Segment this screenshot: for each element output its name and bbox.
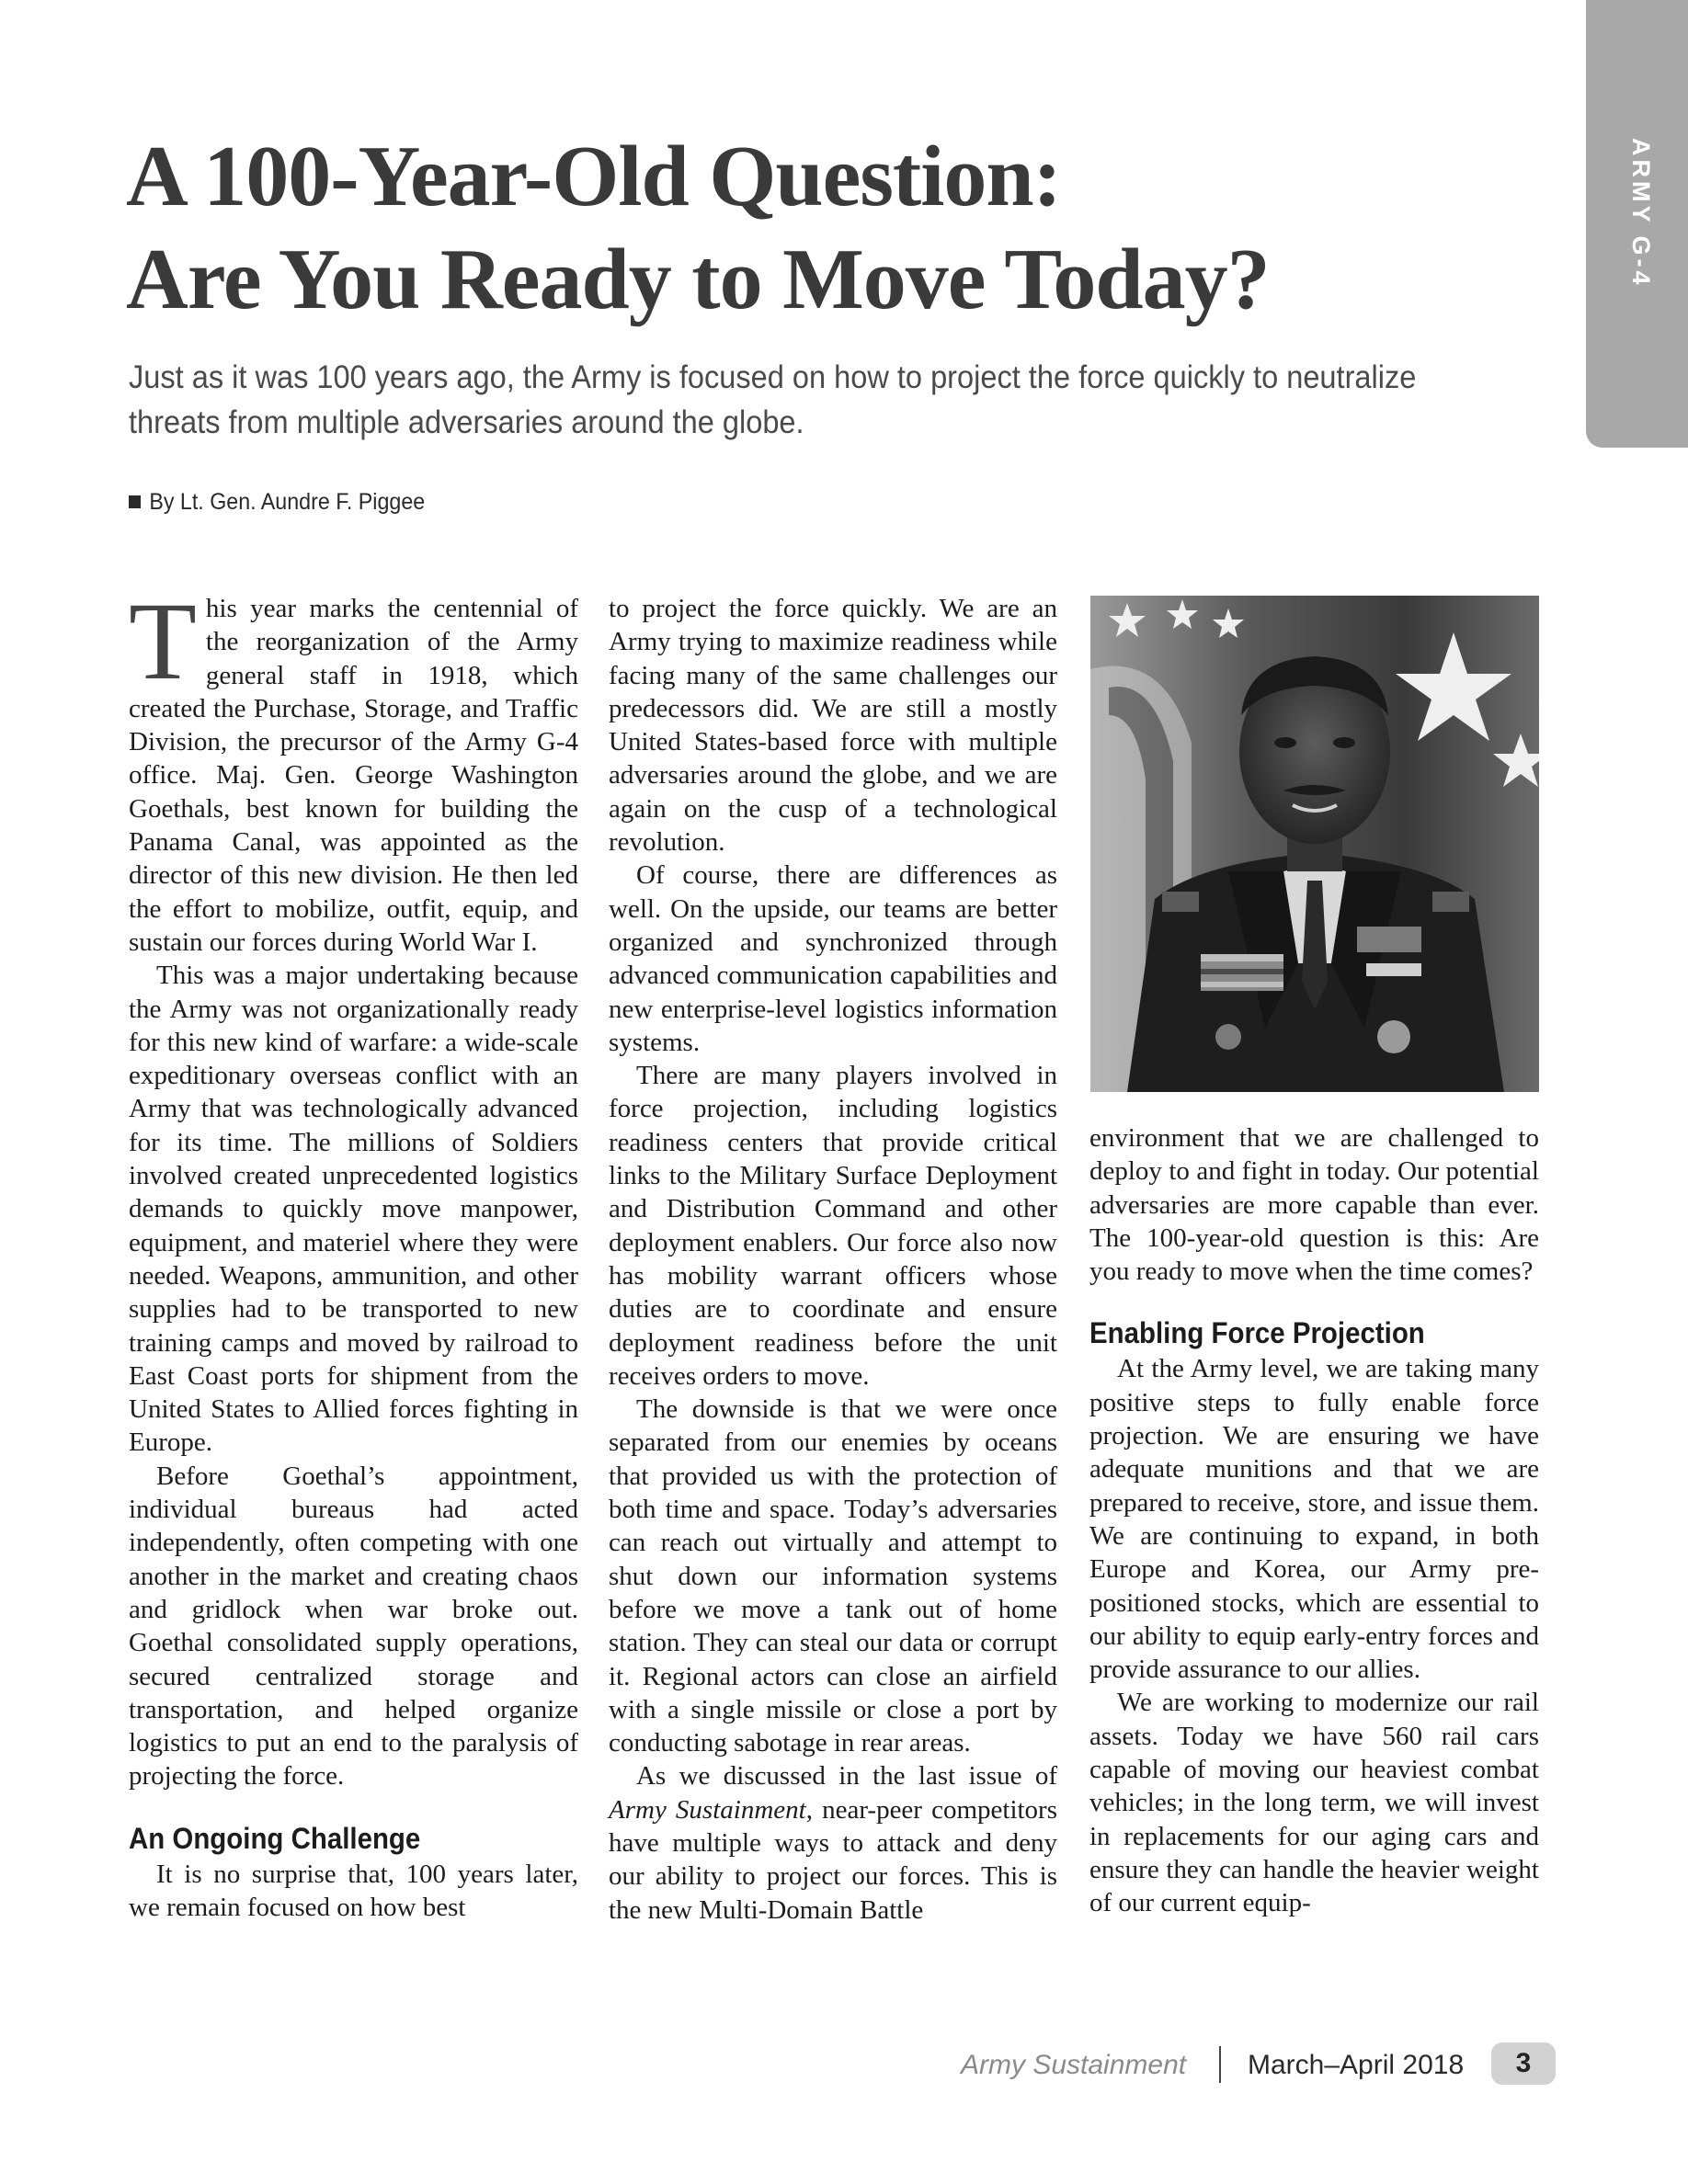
- page-number: 3: [1491, 2042, 1556, 2085]
- paragraph-text: his year marks the centennial of the reorganization of the Army general staff in 1918, which created the Purchase, Storage, and Traffic Division, the precursor of the Army G-4 office. Maj. Gen. George Washington Goethals, best known for building the Panama Canal, was appointed as the director of this new division. He then led the effort to mobilize, outfit, equip, and sustain our forces during World War I.: [129, 594, 578, 957]
- footer-issue-date: March–April 2018: [1248, 2050, 1465, 2080]
- paragraph-text: , near-peer competitors have multiple ways to attack and deny our ability to project our forces. This is the new Multi-Domain Battle: [609, 1794, 1058, 1925]
- paragraph-text: As we discussed in the last issue of: [636, 1761, 1057, 1792]
- title-line-2: Are You Ready to Move Today?: [126, 232, 1270, 327]
- paragraph: to project the force quickly. We are an Army trying to maximize readiness while facing many of the same challenges our predecessors did. We are still a mostly United States-based force with multiple adversaries around the globe, and we are again on the cusp of a technological revolution.: [609, 594, 1057, 858]
- section-heading: Enabling Force Projection: [1089, 1316, 1425, 1350]
- column-2: [609, 592, 1057, 1927]
- paragraph: It is no surprise that, 100 years later, we remain focused on how best: [129, 1859, 578, 1922]
- byline-text: By Lt. Gen. Aundre F. Piggee: [149, 489, 426, 515]
- bullet-square-icon: [129, 495, 141, 508]
- paragraph: [129, 580, 578, 959]
- section-heading: An Ongoing Challenge: [129, 1821, 421, 1855]
- article-subtitle: Just as it was 100 years ago, the Army is focused on how to project the force quickly to neutralize threats from multiple adversaries around the globe.: [129, 359, 1417, 440]
- paragraph: environment that we are challenged to deploy to and fight in today. Our potential adversaries are more capable than ever. The 100-year-old question is this: Are you ready to move when the time comes?: [1089, 1123, 1539, 1287]
- column-1: [129, 580, 578, 1924]
- byline: [129, 489, 425, 516]
- column-3: [1089, 1121, 1539, 1920]
- drop-cap: T: [129, 580, 197, 703]
- paragraph: Before Goethal’s appointment, individual bureaus had acted independently, often competing with one another in the market and creating chaos and gridlock when war broke out. Goethal consolidated supply operations, secured centralized storage and transportation, and helped organize logistics to put an end to the paralysis of projecting the force.: [129, 1461, 578, 1792]
- paragraph: The downside is that we were once separated from our enemies by oceans that provided us with the protection of both time and space. Today’s adversaries can reach out virtually and attempt to shut down our information systems before we move a tank out of home station. They can steal our data or corrupt it. Regional actors can close an airfield with a single missile or close a port by conducting sabotage in rear areas.: [609, 1394, 1057, 1758]
- article-title: [126, 125, 1551, 331]
- footer-divider: [1219, 2046, 1221, 2083]
- author-portrait-photo: [1090, 596, 1539, 1092]
- magazine-name: Army Sustainment: [609, 1794, 806, 1825]
- paragraph: There are many players involved in force projection, including logistics readiness centers that provide critical links to the Military Surface Deployment and Distribution Command and other deployment enablers. Our force also now has mobility warrant officers whose duties are to coordinate and ensure deployment readiness before the unit receives orders to move.: [609, 1061, 1057, 1391]
- paragraph: [609, 1759, 1057, 1926]
- section-tab-label: ARMY G-4: [1627, 138, 1655, 289]
- paragraph: Of course, there are differences as well. On the upside, our teams are better organized and synchronized through advanced communication capabilities and new enterprise-level logistics information systems.: [609, 860, 1057, 1057]
- portrait-illustration: [1090, 596, 1539, 1092]
- paragraph: This was a major undertaking because the Army was not organizationally ready for this new kind of warfare: a wide-scale expeditionary overseas conflict with an Army that was technologically advanced for its time. The millions of Soldiers involved created unprecedented logistics demands to quickly move manpower, equipment, and materiel where they were needed. Weapons, ammunition, and other supplies had to be transported to new training camps and moved by railroad to East Coast ports for shipment from the United States to Allied forces fighting in Europe.: [129, 961, 578, 1458]
- footer-magazine-name: Army Sustainment: [961, 2050, 1187, 2080]
- paragraph: At the Army level, we are taking many positive steps to fully enable force projection. We are ensuring we have adequate munitions and that we are prepared to receive, store, and issue them. We are continuing to expand, in both Europe and Korea, our Army pre-positioned stocks, which are essential to our ability to equip early-entry forces and provide assurance to our allies.: [1089, 1354, 1539, 1685]
- title-line-1: A 100-Year-Old Question:: [126, 129, 1061, 224]
- paragraph: We are working to modernize our rail assets. Today we have 560 rail cars capable of moving our heaviest combat vehicles; in the long term, we will invest in replacements for our aging cars and ensure they can handle the heavier weight of our current equip-: [1089, 1688, 1539, 1918]
